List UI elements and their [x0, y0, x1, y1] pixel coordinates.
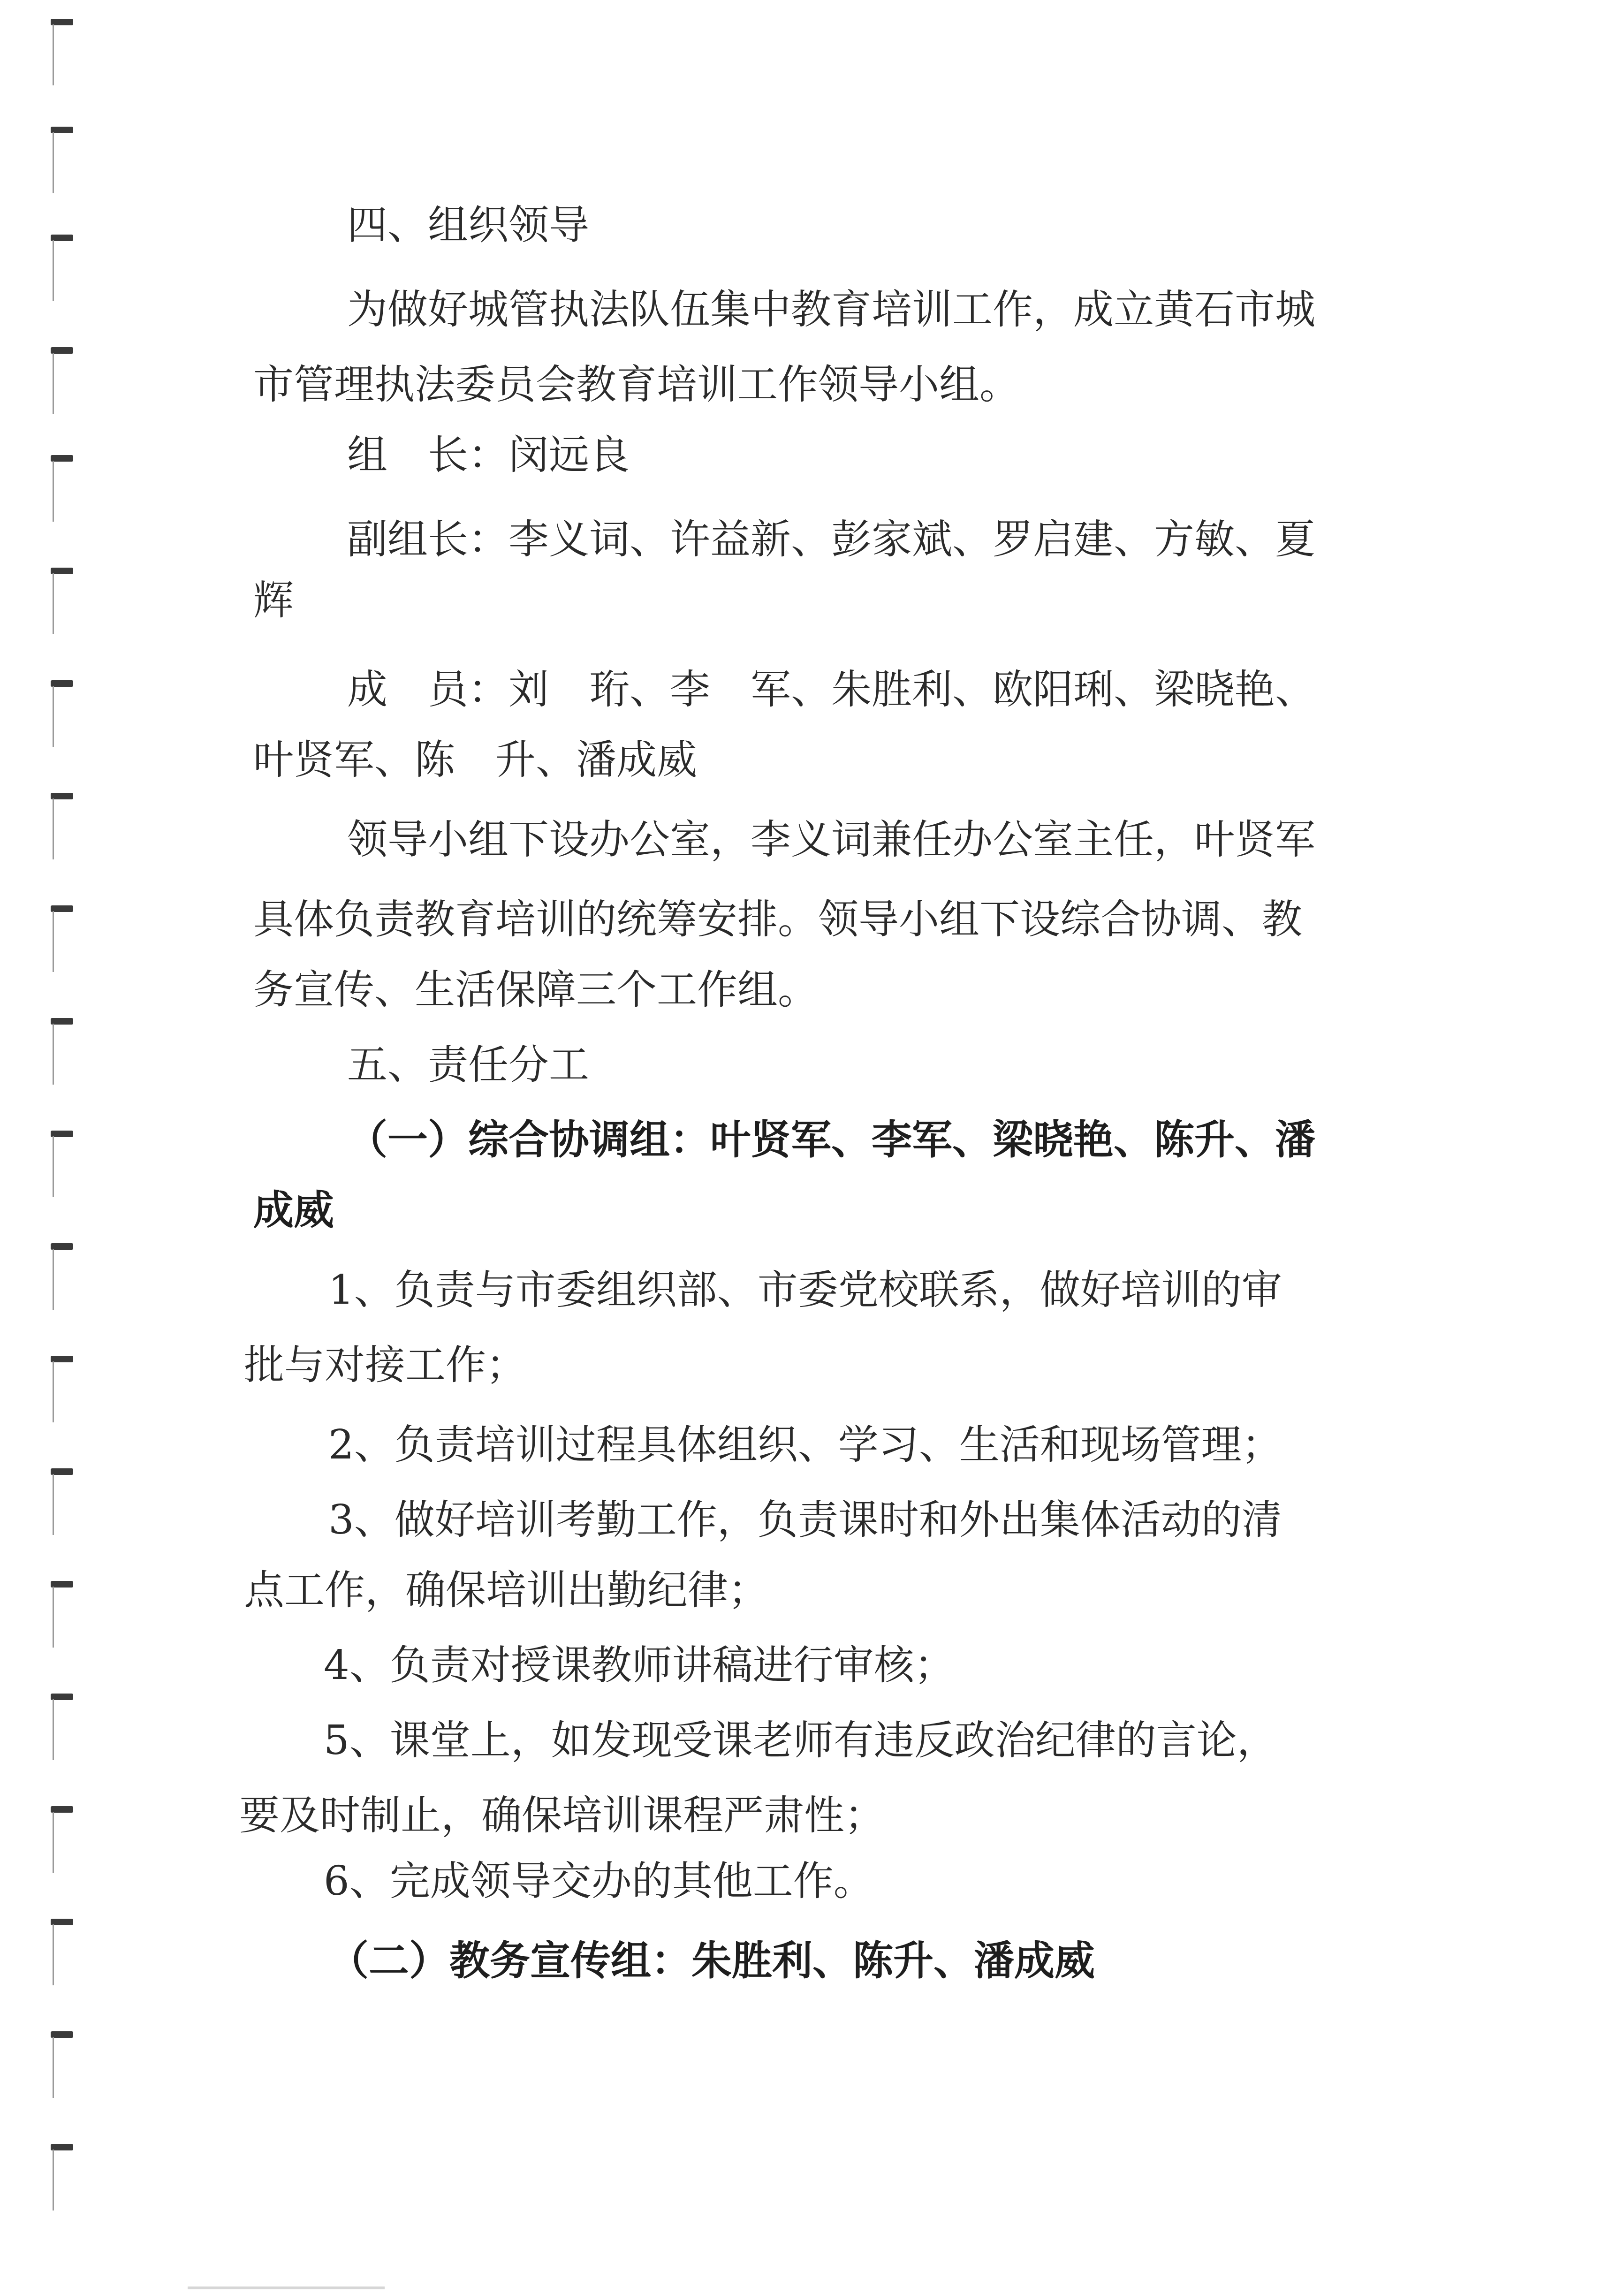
binding-hole-mark	[51, 455, 73, 525]
list-item: 1、负责与市委组织部、市委党校联系，做好培训的审	[328, 1267, 1282, 1314]
binding-hole-mark	[51, 2144, 73, 2214]
binding-hole-mark	[51, 1243, 73, 1314]
paragraph-line: 市管理执法委员会教育培训工作领导小组。	[253, 361, 1020, 408]
list-item: 5、课堂上，如发现受课老师有违反政治纪律的言论，	[324, 1717, 1277, 1764]
paragraph-line: 领导小组下设办公室，李义词兼任办公室主任，叶贤军	[347, 816, 1315, 863]
list-item: 3、做好培训考勤工作，负责课时和外出集体活动的清	[328, 1496, 1282, 1543]
binding-hole-mark	[51, 1356, 73, 1426]
section-heading-organization: 四、组织领导	[347, 202, 589, 249]
binding-hole-mark	[51, 1919, 73, 1989]
paragraph-line: 务宣传、生活保障三个工作组。	[253, 966, 818, 1013]
paragraph-line: 为做好城管执法队伍集中教育培训工作，成立黄石市城	[347, 286, 1315, 333]
list-item: 点工作，确保培训出勤纪律；	[244, 1567, 768, 1614]
list-item: 2、负责培训过程具体组织、学习、生活和现场管理；	[328, 1421, 1282, 1468]
binding-hole-mark	[51, 1131, 73, 1201]
binding-hole-mark	[51, 905, 73, 976]
deputy-leaders-line: 副组长：李义词、许益新、彭家斌、罗启建、方敏、夏	[347, 516, 1315, 563]
members-line: 成 员：刘 珩、李 军、朱胜利、欧阳琍、梁晓艳、	[347, 666, 1315, 713]
group-leader-line: 组 长：闵远良	[347, 432, 630, 479]
binding-hole-mark	[51, 1581, 73, 1651]
binding-hole-mark	[51, 793, 73, 863]
binding-hole-mark	[51, 1806, 73, 1876]
binding-hole-mark	[51, 680, 73, 751]
paragraph-line: 具体负责教育培训的统筹安排。领导小组下设综合协调、教	[253, 896, 1302, 943]
binding-hole-mark	[51, 1694, 73, 1764]
bottom-edge-mark	[188, 2286, 385, 2289]
binding-hole-mark	[51, 127, 73, 197]
subheading-academic-publicity-group: （二）教务宣传组：朱胜利、陈升、潘成威	[328, 1937, 1095, 1984]
subheading-coordination-group: 成威	[253, 1186, 334, 1234]
list-item: 4、负责对授课教师讲稿进行审核；	[324, 1642, 955, 1689]
deputy-leaders-line: 辉	[253, 577, 294, 624]
binding-hole-mark	[51, 1018, 73, 1088]
list-item: 批与对接工作；	[244, 1342, 526, 1389]
binding-hole-mark	[51, 1468, 73, 1539]
section-heading-duties: 五、责任分工	[347, 1041, 589, 1088]
binding-hole-mark	[51, 347, 73, 418]
binding-hole-mark	[51, 19, 73, 89]
subheading-coordination-group: （一）综合协调组：叶贤军、李军、梁晓艳、陈升、潘	[347, 1116, 1315, 1163]
binding-hole-mark	[51, 2031, 73, 2102]
members-line: 叶贤军、陈 升、潘成威	[253, 737, 697, 783]
binding-hole-mark	[51, 235, 73, 305]
list-item: 要及时制止，确保培训课程严肃性；	[239, 1792, 885, 1839]
binding-hole-mark	[51, 568, 73, 638]
binding-margin	[0, 0, 94, 2294]
list-item: 6、完成领导交办的其他工作。	[324, 1858, 874, 1905]
